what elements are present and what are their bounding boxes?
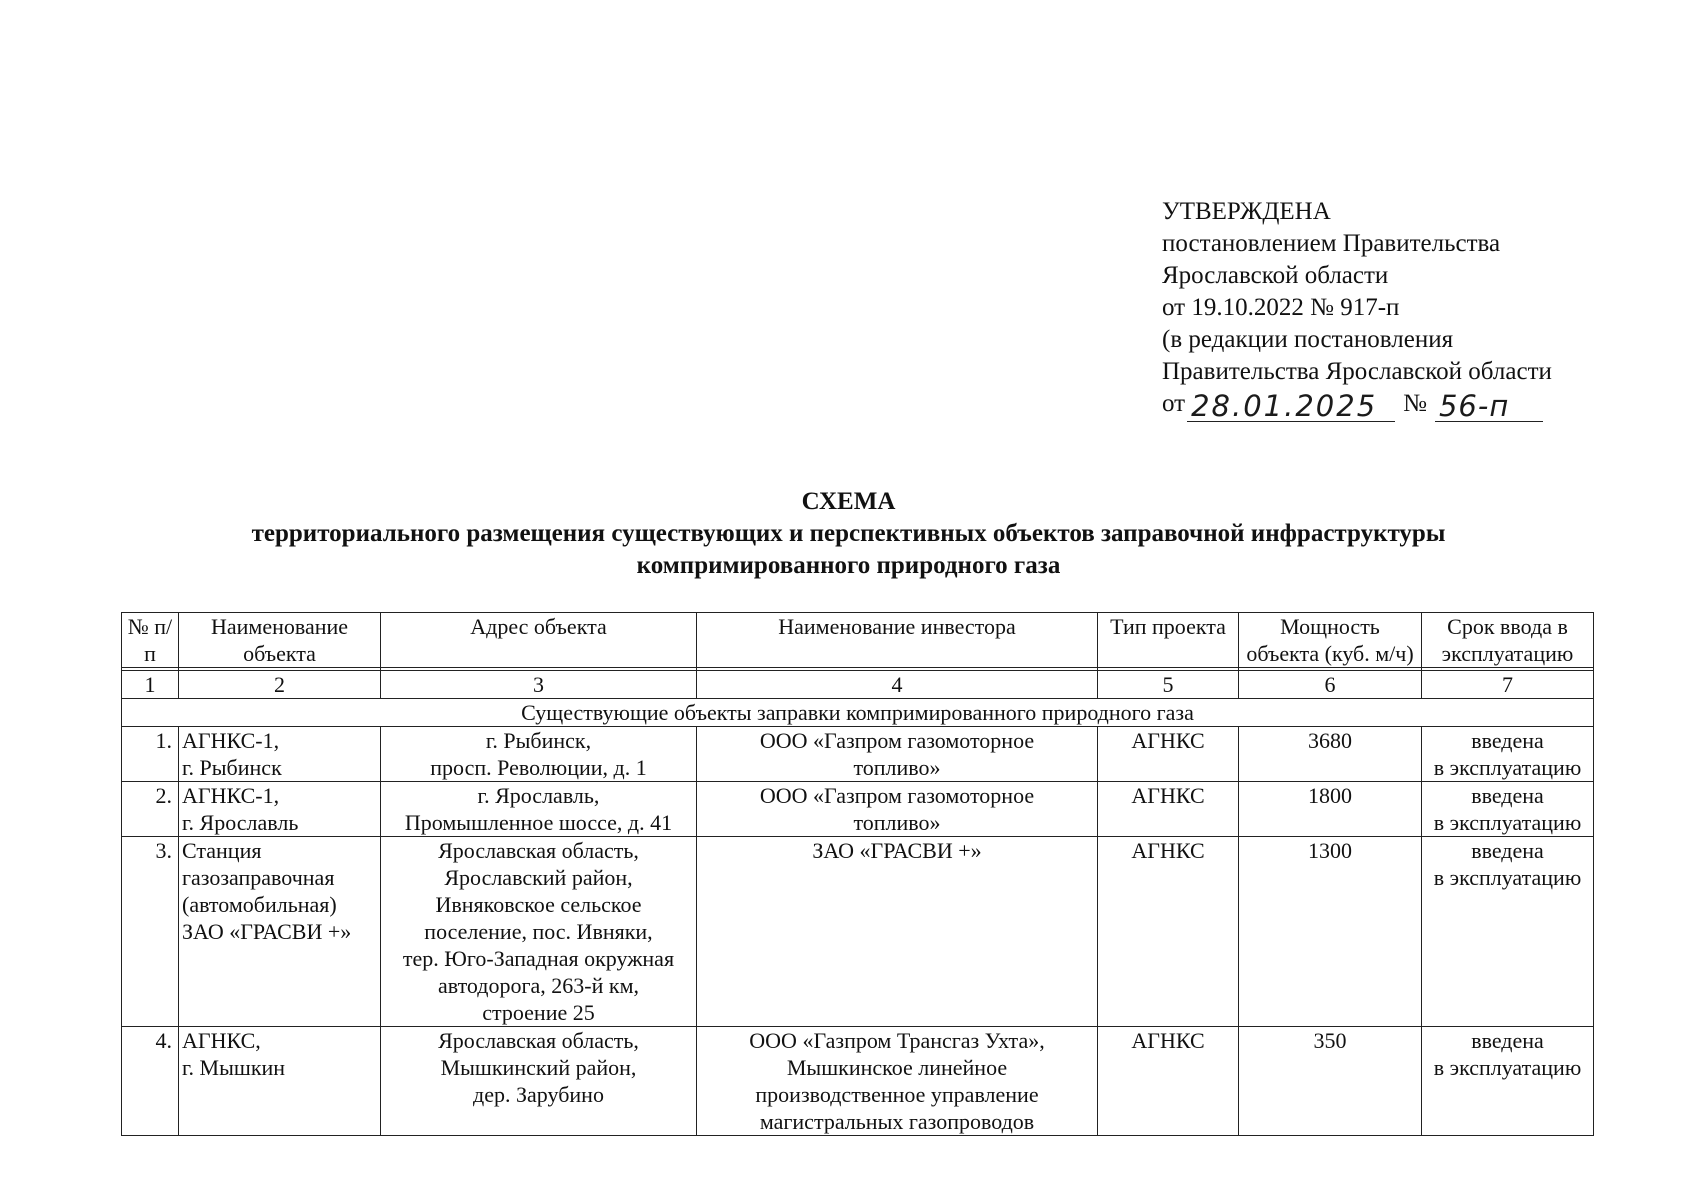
column-index-cell: 3 bbox=[381, 671, 697, 699]
approval-line: Правительства Ярославской области bbox=[1162, 358, 1552, 385]
approval-line: постановлением Правительства bbox=[1162, 230, 1501, 257]
header-cell: Мощность объекта (куб. м/ч) bbox=[1239, 613, 1422, 668]
capacity-cell: 350 bbox=[1239, 1027, 1422, 1136]
commissioning-term-cell: введена в эксплуатацию bbox=[1422, 727, 1594, 782]
column-index-cell: 6 bbox=[1239, 671, 1422, 699]
approval-line: от 19.10.2022 № 917-п bbox=[1162, 294, 1400, 321]
approval-line: УТВЕРЖДЕНА bbox=[1162, 198, 1331, 225]
scheme-table-container bbox=[121, 612, 1594, 1136]
table-row bbox=[122, 782, 1594, 837]
project-type-cell: АГНКС bbox=[1098, 727, 1239, 782]
object-name-cell: АГНКС-1, г. Рыбинск bbox=[179, 727, 381, 782]
row-number-cell: 4. bbox=[122, 1027, 179, 1136]
column-index-cell: 1 bbox=[122, 671, 179, 699]
header-cell: Наименование инвестора bbox=[697, 613, 1098, 668]
section-row bbox=[122, 699, 1594, 727]
object-name-cell: Станция газозаправочная (автомобильная) ЗАО «ГРАСВИ +» bbox=[179, 837, 381, 1027]
approval-line: (в редакции постановления bbox=[1162, 326, 1454, 353]
column-index-cell: 4 bbox=[697, 671, 1098, 699]
document-title bbox=[0, 486, 1697, 582]
row-number-cell: 3. bbox=[122, 837, 179, 1027]
column-index-cell: 7 bbox=[1422, 671, 1594, 699]
amendment-reference bbox=[1162, 388, 1552, 423]
section-title: Существующие объекты заправки компримированного природного газа bbox=[122, 699, 1594, 727]
commissioning-term-cell: введена в эксплуатацию bbox=[1422, 837, 1594, 1027]
capacity-cell: 1300 bbox=[1239, 837, 1422, 1027]
approval-line: Ярославской области bbox=[1162, 262, 1389, 289]
investor-cell: ЗАО «ГРАСВИ +» bbox=[697, 837, 1098, 1027]
capacity-cell: 3680 bbox=[1239, 727, 1422, 782]
from-prefix: от bbox=[1162, 390, 1186, 417]
title-main: СХЕМА bbox=[801, 488, 896, 515]
header-row bbox=[122, 613, 1594, 668]
capacity-cell: 1800 bbox=[1239, 782, 1422, 837]
address-cell: г. Рыбинск, просп. Революции, д. 1 bbox=[381, 727, 697, 782]
address-cell: Ярославская область, Мышкинский район, дер. Зарубино bbox=[381, 1027, 697, 1136]
column-index-cell: 5 bbox=[1098, 671, 1239, 699]
header-cell: Тип проекта bbox=[1098, 613, 1239, 668]
object-name-cell: АГНКС-1, г. Ярославль bbox=[179, 782, 381, 837]
table-row bbox=[122, 837, 1594, 1027]
column-index-row bbox=[122, 671, 1594, 699]
header-cell: Наименование объекта bbox=[179, 613, 381, 668]
title-subtitle: территориального размещения существующих и перспективных объектов заправочной инфраструктуры bbox=[251, 520, 1446, 547]
handwritten-number: 56-п bbox=[1435, 391, 1543, 422]
table-row bbox=[122, 1027, 1594, 1136]
header-cell: Срок ввода в эксплуатацию bbox=[1422, 613, 1594, 668]
address-cell: Ярославская область, Ярославский район, Ивняковское сельское поселение, пос. Ивняки, тер. Юго-Западная окружная автодорога, 263-й км, строение 25 bbox=[381, 837, 697, 1027]
investor-cell: ООО «Газпром Трансгаз Ухта», Мышкинское линейное производственное управление магистральных газопроводов bbox=[697, 1027, 1098, 1136]
header-cell: № п/п bbox=[122, 613, 179, 668]
investor-cell: ООО «Газпром газомоторное топливо» bbox=[697, 727, 1098, 782]
row-number-cell: 1. bbox=[122, 727, 179, 782]
row-number-cell: 2. bbox=[122, 782, 179, 837]
table-row bbox=[122, 727, 1594, 782]
approval-block bbox=[1162, 196, 1552, 423]
title-subtitle: компримированного природного газа bbox=[636, 552, 1061, 579]
object-name-cell: АГНКС, г. Мышкин bbox=[179, 1027, 381, 1136]
project-type-cell: АГНКС bbox=[1098, 837, 1239, 1027]
column-index-cell: 2 bbox=[179, 671, 381, 699]
header-cell: Адрес объекта bbox=[381, 613, 697, 668]
scheme-table bbox=[121, 612, 1594, 1136]
project-type-cell: АГНКС bbox=[1098, 1027, 1239, 1136]
number-sign: № bbox=[1403, 390, 1427, 417]
investor-cell: ООО «Газпром газомоторное топливо» bbox=[697, 782, 1098, 837]
handwritten-date: 28.01.2025 bbox=[1187, 391, 1395, 422]
commissioning-term-cell: введена в эксплуатацию bbox=[1422, 1027, 1594, 1136]
commissioning-term-cell: введена в эксплуатацию bbox=[1422, 782, 1594, 837]
project-type-cell: АГНКС bbox=[1098, 782, 1239, 837]
address-cell: г. Ярославль, Промышленное шоссе, д. 41 bbox=[381, 782, 697, 837]
